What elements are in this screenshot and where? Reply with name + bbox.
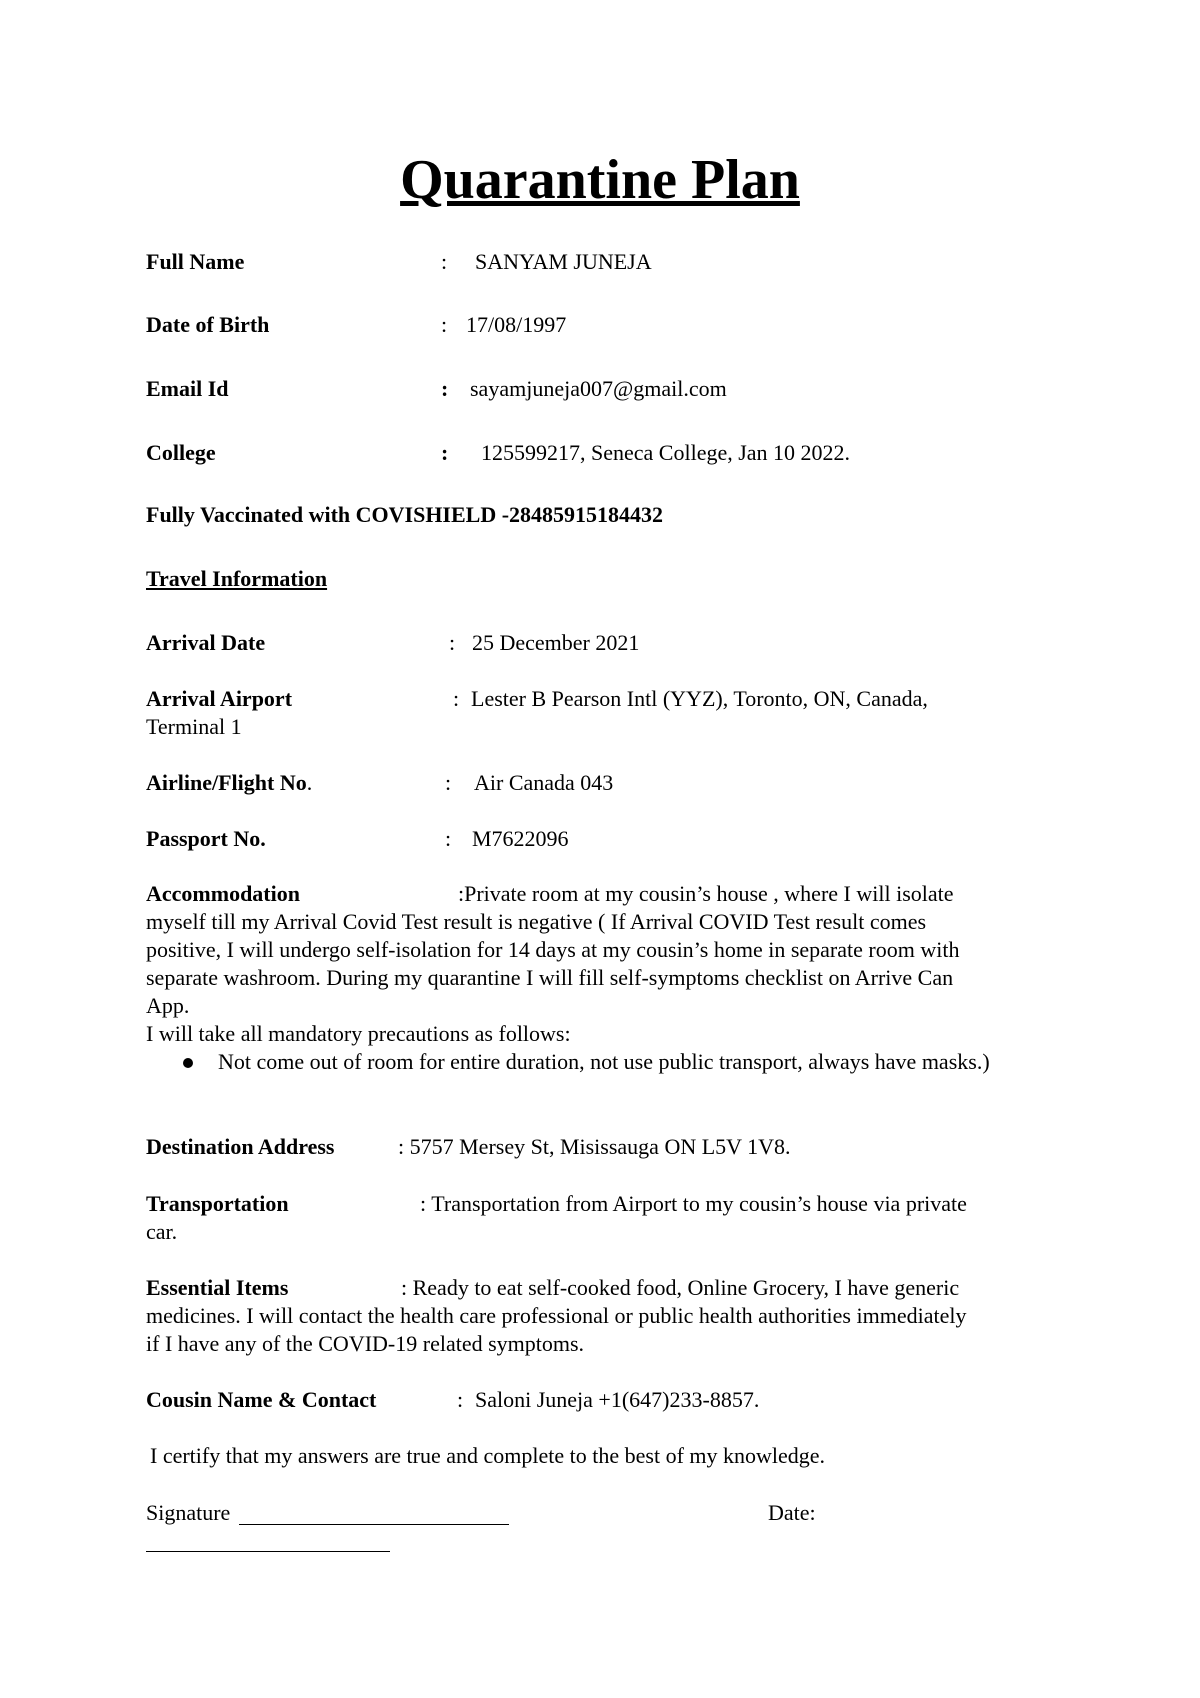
transportation-value: : Transportation from Airport to my cousin’s house via private	[420, 1191, 967, 1216]
arrival-date-value: 25 December 2021	[472, 630, 640, 655]
college-label: College	[146, 440, 216, 465]
flight-label-row	[146, 769, 312, 797]
accommodation-line: App.	[146, 993, 190, 1018]
arrival-airport-label: Arrival Airport	[146, 686, 293, 711]
flight-label: Airline/Flight No	[146, 770, 307, 795]
flight-value: Air Canada 043	[474, 770, 614, 795]
dob-value: 17/08/1997	[466, 312, 567, 337]
date-line	[146, 1551, 390, 1552]
arrival-date-label: Arrival Date	[146, 630, 266, 655]
arrival-date-colon: :	[449, 630, 456, 655]
essential-items-label: Essential Items	[146, 1275, 289, 1300]
essential-items-value: : Ready to eat self-cooked food, Online Grocery, I have generic	[401, 1275, 960, 1300]
certification-statement: I certify that my answers are true and complete to the best of my knowledge.	[150, 1443, 826, 1468]
dob-label: Date of Birth	[146, 312, 270, 337]
arrival-airport-colon: :	[453, 686, 460, 711]
arrival-airport-value-cont: Terminal 1	[146, 714, 242, 739]
precautions-intro: I will take all mandatory precautions as follows:	[146, 1021, 571, 1046]
cousin-label: Cousin Name & Contact	[146, 1387, 377, 1412]
full-name-value: SANYAM JUNEJA	[475, 249, 652, 274]
passport-value: M7622096	[472, 826, 569, 851]
destination-label: Destination Address	[146, 1134, 335, 1159]
accommodation-value: :Private room at my cousin’s house , where I will isolate	[458, 881, 954, 906]
cousin-colon: :	[457, 1387, 464, 1412]
flight-colon: :	[445, 770, 452, 795]
precaution-bullet-text: Not come out of room for entire duration, not use public transport, always have masks.)	[218, 1049, 990, 1074]
passport-colon: :	[445, 826, 452, 851]
date-label: Date:	[768, 1500, 816, 1525]
flight-label-suffix: .	[306, 770, 313, 795]
essential-items-line: if I have any of the COVID-19 related symptoms.	[146, 1331, 585, 1356]
vaccination-status: Fully Vaccinated with COVISHIELD -28485915184432	[146, 502, 664, 527]
accommodation-line: positive, I will undergo self-isolation for 14 days at my cousin’s home in separate room with	[146, 937, 960, 962]
transportation-label: Transportation	[146, 1191, 289, 1216]
arrival-airport-value: Lester B Pearson Intl (YYZ), Toronto, ON, Canada,	[471, 686, 928, 711]
email-colon: :	[441, 376, 449, 401]
accommodation-line: myself till my Arrival Covid Test result is negative ( If Arrival COVID Test result comes	[146, 909, 927, 934]
dob-colon: :	[441, 312, 448, 337]
signature-label: Signature	[146, 1500, 231, 1525]
passport-label: Passport No.	[146, 826, 266, 851]
full-name-label: Full Name	[146, 249, 245, 274]
college-colon: :	[441, 440, 449, 465]
transportation-value-cont: car.	[146, 1219, 178, 1244]
accommodation-line: separate washroom. During my quarantine I will fill self-symptoms checklist on Arrive Can	[146, 965, 954, 990]
destination-value: : 5757 Mersey St, Misissauga ON L5V 1V8.	[398, 1134, 791, 1159]
signature-line	[239, 1524, 509, 1525]
accommodation-label: Accommodation	[146, 881, 300, 906]
page-title: Quarantine Plan	[400, 149, 800, 211]
email-label: Email Id	[146, 376, 229, 401]
bullet-icon	[183, 1058, 193, 1068]
essential-items-line: medicines. I will contact the health care professional or public health authorities immediately	[146, 1303, 967, 1328]
cousin-value: Saloni Juneja +1(647)233-8857.	[475, 1387, 760, 1412]
full-name-colon: :	[441, 249, 448, 274]
travel-info-heading: Travel Information	[146, 566, 328, 591]
college-value: 125599217, Seneca College, Jan 10 2022.	[481, 440, 851, 465]
email-value: sayamjuneja007@gmail.com	[470, 376, 727, 401]
